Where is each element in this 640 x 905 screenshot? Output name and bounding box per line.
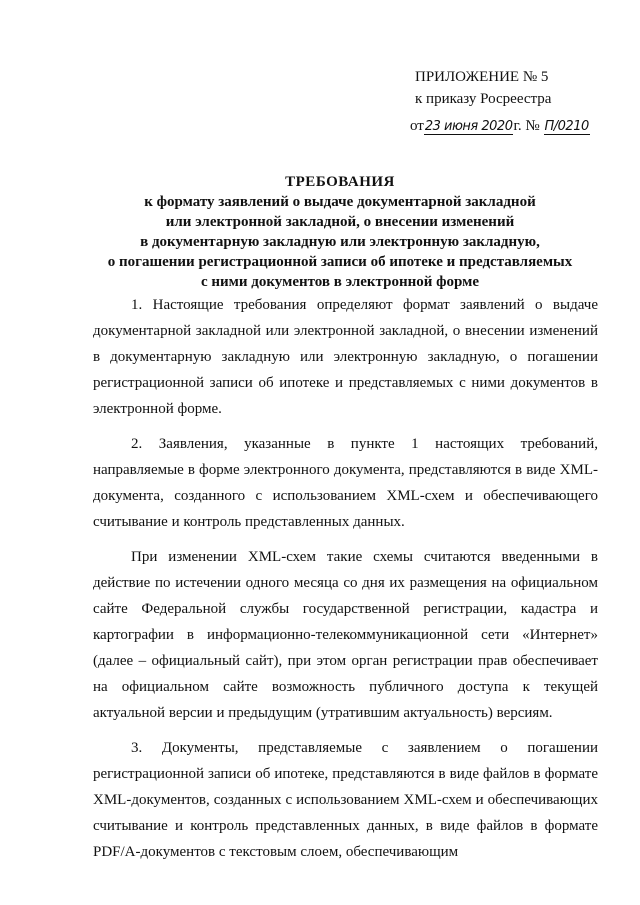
document-title: [80, 172, 600, 292]
document-body: [93, 292, 598, 865]
order-number-prefix: г. №: [513, 118, 540, 134]
title-line: в документарную закладную или электронную закладную,: [140, 234, 540, 250]
annex-label: ПРИЛОЖЕНИЕ № 5: [415, 69, 549, 85]
handwritten-order-date: 23 июня 2020: [424, 119, 513, 134]
paragraph-1: 1. Настоящие требования определяют формат заявлений о выдаче документарной закладной или электронной закладной, о внесении изменений в документарную закладную или электронную закладную, о погашении регистрационной записи об ипотеке и представляемых с ними документов в электронной форме.: [93, 297, 598, 417]
order-date-number-line: [410, 118, 590, 135]
paragraph-2: 2. Заявления, указанные в пункте 1 настоящих требований, направляемые в форме электронного документа, представляются в виде XML-документа, созданного с использованием XML-схем и обеспечивающего считывание и контроль представленных данных.: [93, 436, 598, 530]
title-line: о погашении регистрационной записи об ипотеке и представляемых: [107, 254, 573, 270]
title-line: к формату заявлений о выдаче документарной закладной: [144, 194, 536, 210]
order-prefix: от: [410, 118, 424, 134]
handwritten-order-number: П/0210: [544, 119, 589, 134]
order-reference: к приказу Росреестра: [415, 91, 552, 107]
title-line: с ними документов в электронной форме: [200, 274, 479, 290]
title-main: ТРЕБОВАНИЯ: [285, 174, 395, 190]
paragraph-2-continued: При изменении XML-схем такие схемы считаются введенными в действие по истечении одного месяца со дня их размещения на официальном сайте Федеральной службы государственной регистрации, кадастра и картографии в информационно-телекоммуникационной сети «Интернет» (далее – официальный сайт), при этом орган регистрации прав обеспечивает на официальном сайте возможность публичного доступа к текущей актуальной версии и предыдущим (утратившим актуальность) версиям.: [93, 549, 598, 721]
paragraph-3: 3. Документы, представляемые с заявлением о погашении регистрационной записи об ипотеке, представляются в виде файлов в формате XML-документов, созданных с использованием XML-схем и обеспечивающих считывание и контроль представленных данных, в виде файлов в формате PDF/A-документов с текстовым слоем, обеспечивающим: [93, 740, 598, 860]
title-line: или электронной закладной, о внесении изменений: [165, 214, 515, 230]
annex-header: [415, 66, 551, 110]
